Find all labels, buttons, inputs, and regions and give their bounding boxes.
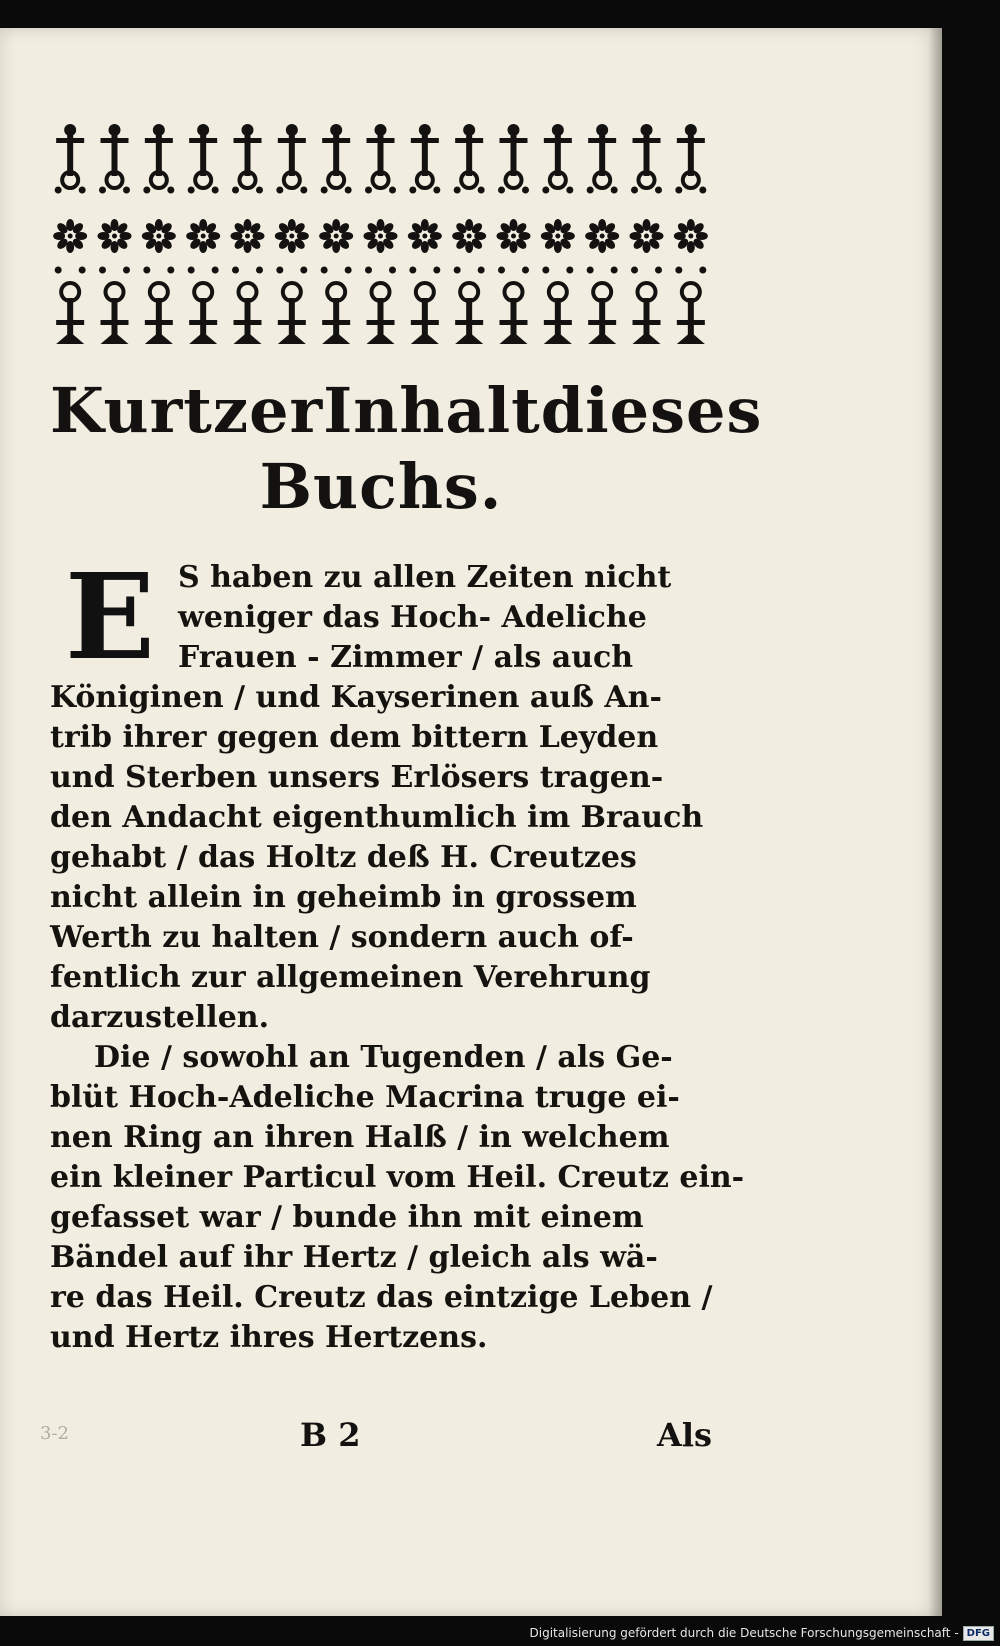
text-line: Die / sowohl an Tugenden / als Ge-	[94, 1040, 673, 1075]
title-word-1: Kurtzer	[50, 374, 324, 447]
signature-mark: B 2	[300, 1416, 361, 1454]
paragraph-1	[50, 547, 712, 1038]
text-line: Frauen - Zimmer / als auch	[178, 640, 634, 675]
body-text	[50, 547, 745, 1358]
credit-text: Digitalisierung gefördert durch die Deutsche Forschungsgemeinschaft -	[529, 1626, 959, 1640]
drop-cap: E	[65, 547, 155, 686]
title-word-3: dieses	[540, 374, 763, 447]
title-word-2: Inhalt	[323, 374, 541, 447]
paragraph-2	[50, 1038, 745, 1358]
text-line: gehabt / das Holtz deß H. Creutzes	[50, 840, 637, 875]
text-line: Königinen / und Kayserinen auß An-	[50, 680, 662, 715]
text-line: blüt Hoch-Adeliche Macrina truge ei-	[50, 1080, 680, 1115]
text-line: nicht allein in geheimb in grossem	[50, 880, 637, 915]
title-line-1	[50, 373, 763, 449]
text-line: trib ihrer gegen dem bittern Leyden	[50, 720, 659, 755]
text-line: und Hertz ihres Hertzens.	[50, 1320, 488, 1355]
text-line: re das Heil. Creutz das eintzige Leben /	[50, 1280, 713, 1315]
catchword: Als	[657, 1416, 712, 1454]
dfg-logo: DFG	[963, 1626, 994, 1641]
text-line: nen Ring an ihren Halß / in welchem	[50, 1120, 670, 1155]
text-line: ein kleiner Particul vom Heil. Creutz ein-	[50, 1160, 745, 1195]
page-foot	[50, 1416, 712, 1460]
text-line: S haben zu allen Zeiten nicht	[178, 560, 672, 595]
book-page	[0, 28, 942, 1616]
text-line: und Sterben unsers Erlösers tragen-	[50, 760, 664, 795]
text-line: darzustellen.	[50, 1000, 270, 1035]
chapter-title	[50, 373, 763, 525]
ornamental-header-border	[48, 120, 713, 352]
text-line: weniger das Hoch- Adeliche	[178, 600, 647, 635]
text-line: Werth zu halten / sondern auch of-	[50, 920, 634, 955]
title-line-2: Buchs.	[259, 450, 503, 523]
text-line: Bändel auf ihr Hertz / gleich als wä-	[50, 1240, 658, 1275]
digitization-credit	[530, 1623, 995, 1643]
text-line: den Andacht eigenthumlich im Brauch	[50, 800, 704, 835]
bleed-through-text: 3-2	[40, 1423, 69, 1444]
text-line: gefasset war / bunde ihn mit einem	[50, 1200, 644, 1235]
text-line: fentlich zur allgemeinen Verehrung	[50, 960, 651, 995]
